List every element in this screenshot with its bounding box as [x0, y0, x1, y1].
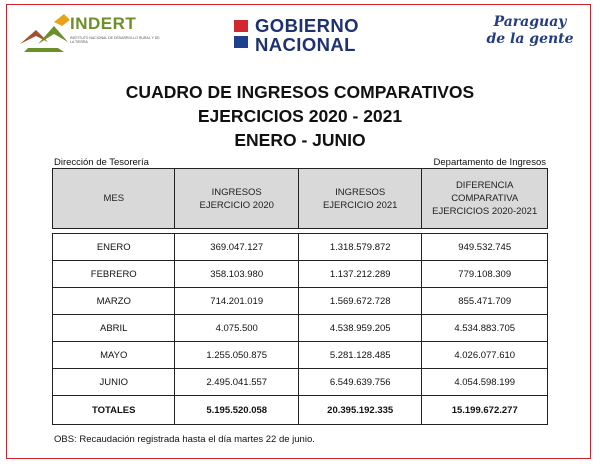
table-cell: 1.569.672.728: [298, 288, 421, 315]
gobierno-line1: GOBIERNO: [255, 15, 359, 36]
title-line3: ENERO - JUNIO: [234, 130, 366, 150]
table-cell: 4.054.598.199: [422, 369, 548, 396]
table-row: [53, 342, 548, 369]
table-body: [53, 229, 548, 425]
table-cell: TOTALES: [53, 396, 175, 425]
table-cell: MAYO: [53, 342, 175, 369]
totals-row: [53, 396, 548, 425]
footnote: OBS: Recaudación registrada hasta el día martes 22 de junio.: [54, 434, 315, 445]
slogan-line1: Paraguay: [493, 14, 567, 30]
table-cell: 358.103.980: [175, 261, 298, 288]
indert-name: INDERT: [70, 14, 137, 33]
paraguay-slogan: [480, 14, 580, 48]
table-cell: 1.137.212.289: [298, 261, 421, 288]
table-cell: ENERO: [53, 234, 175, 261]
header-ingresos-2020: INGRESOS EJERCICIO 2020: [175, 169, 298, 229]
table-cell: FEBRERO: [53, 261, 175, 288]
table-cell: 6.549.639.756: [298, 369, 421, 396]
header-mes: MES: [53, 169, 175, 229]
table-row: [53, 315, 548, 342]
table-cell: 4.075.500: [175, 315, 298, 342]
table-cell: 20.395.192.335: [298, 396, 421, 425]
table-cell: 855.471.709: [422, 288, 548, 315]
table-cell: 1.255.050.875: [175, 342, 298, 369]
table-cell: 5.195.520.058: [175, 396, 298, 425]
table-cell: 1.318.579.872: [298, 234, 421, 261]
table-header-row: [53, 169, 548, 229]
table-cell: 15.199.672.277: [422, 396, 548, 425]
table-cell: ABRIL: [53, 315, 175, 342]
table-cell: 2.495.041.557: [175, 369, 298, 396]
table-cell: 714.201.019: [175, 288, 298, 315]
table-cell: 779.108.309: [422, 261, 548, 288]
title-line1: CUADRO DE INGRESOS COMPARATIVOS: [125, 82, 475, 102]
table-row: [53, 288, 548, 315]
table-cell: MARZO: [53, 288, 175, 315]
gobierno-flag-icon: [234, 20, 248, 48]
header-ingresos-2021: INGRESOS EJERCICIO 2021: [298, 169, 421, 229]
title-line2: EJERCICIOS 2020 - 2021: [197, 106, 403, 126]
table-cell: 5.281.128.485: [298, 342, 421, 369]
gobierno-nacional-logo: [255, 16, 359, 54]
table-cell: 369.047.127: [175, 234, 298, 261]
table-row: [53, 234, 548, 261]
indert-subtitle: INSTITUTO NACIONAL DE DESARROLLO RURAL Y DE LA TIERRA: [70, 36, 160, 44]
table-cell: 4.026.077.610: [422, 342, 548, 369]
direccion-label: Dirección de Tesorería: [54, 157, 149, 168]
table-cell: JUNIO: [53, 369, 175, 396]
gobierno-line2: NACIONAL: [255, 34, 356, 55]
table-row: [53, 261, 548, 288]
header-diferencia: DIFERENCIA COMPARATIVA EJERCICIOS 2020-2021: [422, 169, 548, 229]
table-row: [53, 369, 548, 396]
table-cell: 949.532.745: [422, 234, 548, 261]
slogan-line2: de la gente: [486, 31, 574, 47]
departamento-label: Departamento de Ingresos: [433, 157, 546, 168]
table-cell: 4.534.883.705: [422, 315, 548, 342]
table-cell: 4.538.959.205: [298, 315, 421, 342]
ingresos-table: [52, 168, 548, 425]
